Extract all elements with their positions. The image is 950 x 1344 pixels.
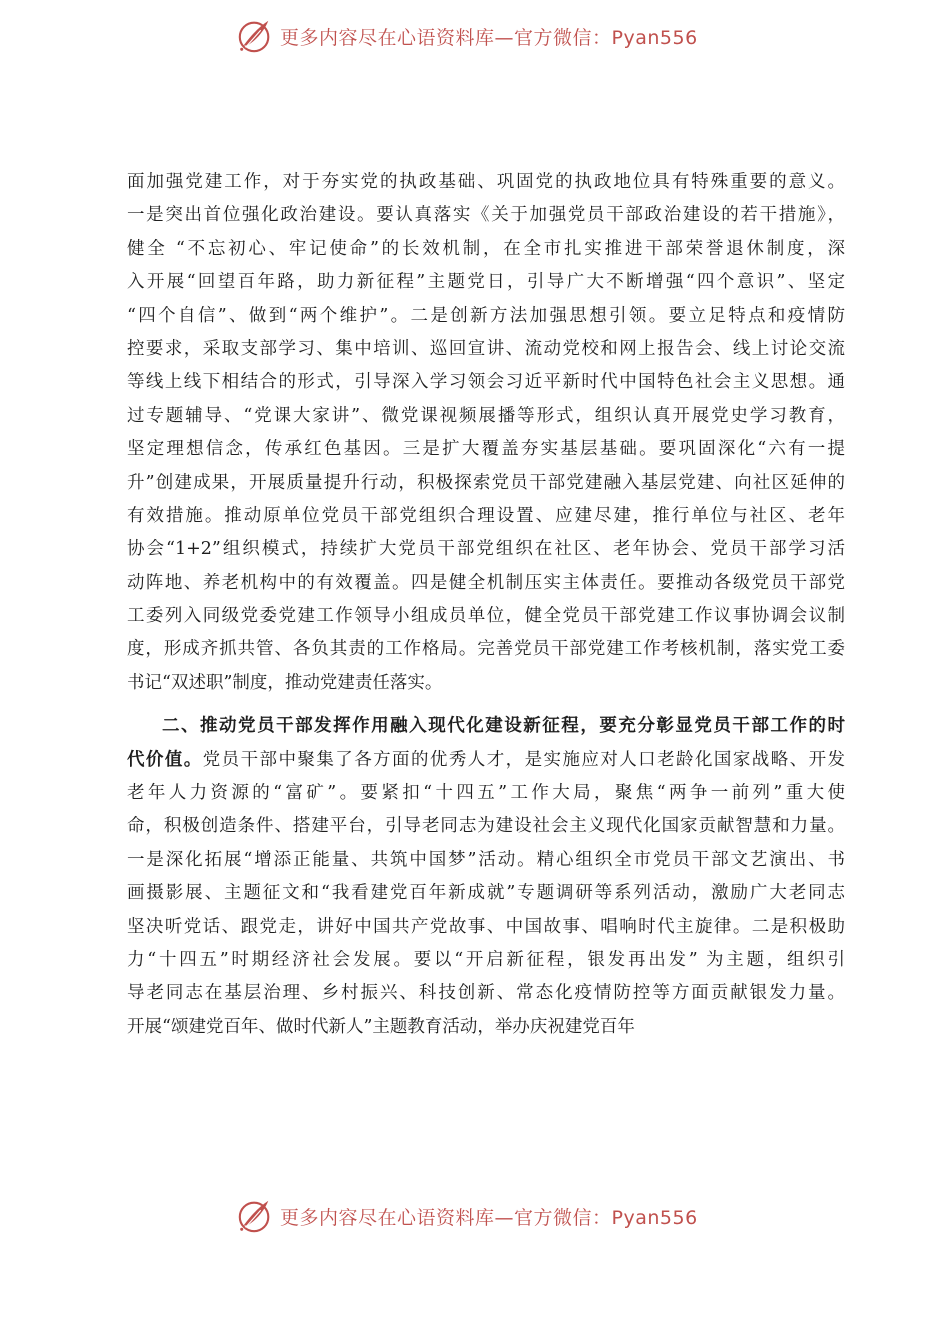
header-banner [236,16,736,56]
section-heading-end: 代价值。 [127,749,203,770]
text-line: “四个自信”、做到“两个维护”。二是创新方法加强思想引领。要立足特点和疫情防 [127,305,845,326]
text-line: 坚决听党话、跟党走，讲好中国共产党故事、中国故事、唱响时代主旋律。二是积极助 [127,916,845,937]
text-line: 升”创建成果，开展质量提升行动，积极探索党员干部党建融入基层党建、向社区延伸的 [127,472,845,493]
text-line: 入开展“回望百年路，助力新征程”主题党日，引导广大不断增强“四个意识”、坚定 [127,272,845,293]
text-line: 过专题辅导、“党课大家讲”、微党课视频展播等形式，组织认真开展党史学习教育， [127,405,845,426]
text-line: 控要求，采取支部学习、集中培训、巡回宣讲、流动党校和网上报告会、线上讨论交流 [127,338,845,359]
paragraph-1 [127,166,845,700]
text-span: 党员干部中聚集了各方面的优秀人才，是实施应对人口老龄化国家战略、开发 [202,749,846,770]
text-line: 面加强党建工作，对于夯实党的执政基础、巩固党的执政地位具有特殊重要的意义。 [127,172,845,192]
text-line: 力“十四五”时期经济社会发展。要以“开启新征程，银发再出发” 为主题，组织引 [127,949,845,970]
paragraph-2 [127,710,845,1044]
feather-pen-logo-icon [236,17,274,55]
section-heading: 二、推动党员干部发挥作用融入现代化建设新征程，要充分彰显党员干部工作的时 [162,716,845,737]
document-body [127,166,845,1044]
text-line: 等线上线下相结合的形式，引导深入学习领会习近平新时代中国特色社会主义思想。通 [127,372,845,393]
text-line: 度，形成齐抓共管、各负其责的工作格局。完善党员干部党建工作考核机制，落实党工委 [127,639,845,660]
text-line: 有效措施。推动原单位党员干部党组织合理设置、应建尽建，推行单位与社区、老年 [127,505,845,526]
text-line: 一是深化拓展“增添正能量、共筑中国梦”活动。精心组织全市党员干部文艺演出、书 [127,849,845,870]
text-line: 坚定理想信念，传承红色基因。三是扩大覆盖夯实基层基础。要巩固深化“六有一提 [127,439,845,460]
text-line: 导老同志在基层治理、乡村振兴、科技创新、常态化疫情防控等方面贡献银发力量。 [127,983,845,1004]
text-line: 健全 “不忘初心、牢记使命”的长效机制，在全市扎实推进干部荣誉退休制度，深 [127,238,845,259]
text-line: 书记“双述职”制度，推动党建责任落实。 [127,672,443,693]
text-line: 工委列入同级党委党建工作领导小组成员单位，健全党员干部党建工作议事协调会议制 [127,606,845,627]
banner-text: 更多内容尽在心语资料库—官方微信：Pyan556 [280,1206,698,1229]
text-line [127,744,845,777]
text-line: 一是突出首位强化政治建设。要认真落实《关于加强党员干部政治建设的若干措施》， [127,205,845,226]
banner-text: 更多内容尽在心语资料库—官方微信：Pyan556 [280,26,698,49]
text-line: 老年人力资源的“富矿”。要紧扣“十四五”工作大局，聚焦“两争一前列”重大使 [127,783,845,804]
text-line: 动阵地、养老机构中的有效覆盖。四是健全机制压实主体责任。要推动各级党员干部党 [127,572,845,593]
footer-banner [236,1196,736,1236]
text-line: 画摄影展、主题征文和“我看建党百年新成就”专题调研等系列活动，激励广大老同志 [127,883,845,904]
text-line: 开展“颂建党百年、做时代新人”主题教育活动，举办庆祝建党百年 [127,1016,635,1037]
text-line: 命，积极创造条件、搭建平台，引导老同志为建设社会主义现代化国家贡献智慧和力量。 [127,816,845,837]
text-line: 协会“1+2”组织模式，持续扩大党员干部党组织在社区、老年协会、党员干部学习活 [127,539,845,560]
feather-pen-logo-icon [236,1197,274,1235]
